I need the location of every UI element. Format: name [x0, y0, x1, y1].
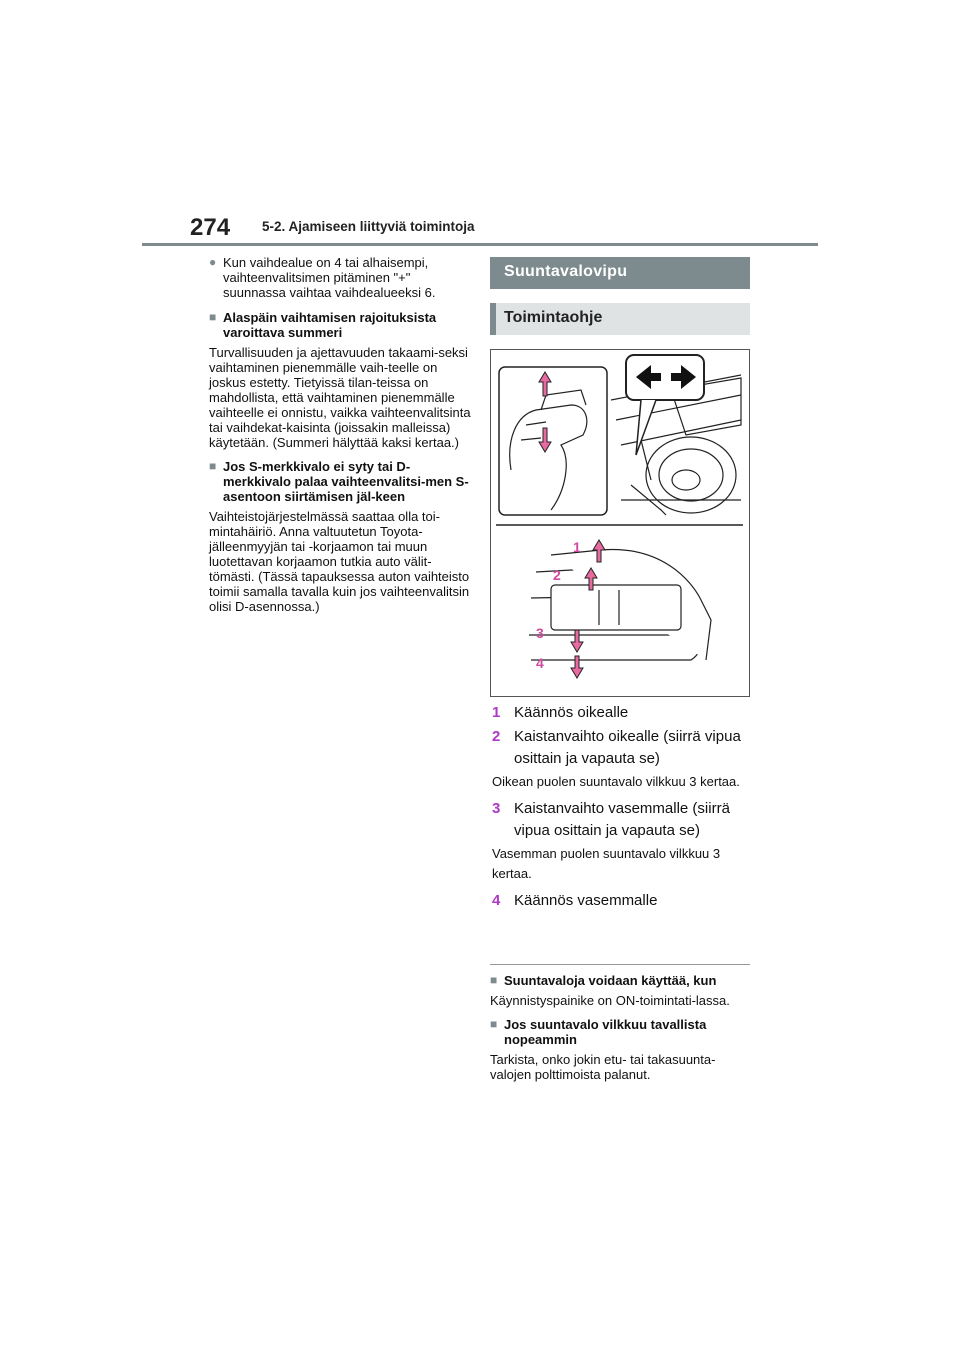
bullet-item — [209, 255, 471, 300]
step-note: Vasemman puolen suuntavalo vilkkuu 3 kertaa. — [492, 846, 721, 881]
turn-signal-lever-figure — [490, 349, 750, 697]
paragraph-s-indicator: Vaihteistojärjestelmässä saattaa olla toi-mintahäiriö. Anna valtuutetun Toyota-jälleenmyyjän tai -korjaamon tai muun luotettavan korjaamon tutkia auto välit-tömästi. (Tässä tapauksessa auton vaihteisto toimii samalla tavalla kuin jos vaihteenvalitsin olisi D-asennossa.) — [209, 509, 470, 614]
steps-list — [492, 702, 750, 914]
step-item: 3 Kaistanvaihto vasemmalle (siirrä vipua osittain ja vapauta se) — [492, 800, 730, 839]
circle-bullet-icon: ● — [209, 255, 217, 269]
notes-divider — [490, 964, 750, 965]
section-heading: Suuntavalovipu — [490, 257, 750, 289]
square-bullet-icon: ■ — [490, 1017, 498, 1031]
subheading-fast-blink: ■ Jos suuntavalo vilkkuu tavallista nopeammin — [490, 1017, 707, 1047]
square-bullet-icon: ■ — [490, 973, 498, 987]
notes-section — [490, 973, 752, 1091]
header-rule — [142, 243, 818, 246]
figure-label-2: 2 — [553, 567, 561, 583]
square-bullet-icon: ■ — [209, 310, 217, 324]
bullet-text: Kun vaihdealue on 4 tai alhaisempi, vaihteenvalitsimen pitäminen "+" suunnassa vaihtaa vaihdealueeksi 6. — [223, 255, 436, 300]
step-item: 2 Kaistanvaihto oikealle (siirrä vipua osittain ja vapauta se) — [492, 728, 741, 767]
subheading-usable-when: ■ Suuntavaloja voidaan käyttää, kun — [490, 973, 717, 988]
figure-label-1: 1 — [573, 539, 581, 555]
inset-frame — [499, 367, 607, 515]
step-note: Oikean puolen suuntavalo vilkkuu 3 kertaa. — [492, 774, 740, 789]
subsection-heading: Toimintaohje — [490, 303, 750, 335]
subheading-s-indicator: ■ Jos S-merkkivalo ei syty tai D-merkkivalo palaa vaihteenvalitsi-men S-asentoon siirtämisen jäl-keen — [209, 459, 469, 504]
lever-illustration — [491, 350, 749, 696]
square-bullet-icon: ■ — [209, 459, 217, 473]
paragraph-fast-blink: Tarkista, onko jokin etu- tai takasuunta-valojen polttimoista palanut. — [490, 1052, 716, 1082]
position-3-arrow-icon — [571, 630, 583, 652]
step-item: 4 Käännös vasemmalle — [492, 892, 658, 909]
heading-accent — [490, 303, 496, 335]
subheading-shift-buzzer: ■ Alaspäin vaihtamisen rajoituksista varoittava summeri — [209, 310, 437, 340]
left-column — [209, 255, 471, 623]
section-title: 5-2. Ajamiseen liittyviä toimintoja — [262, 219, 475, 234]
step-item: 1 Käännös oikealle — [492, 704, 629, 721]
figure-label-4: 4 — [536, 655, 544, 671]
paragraph-shift-buzzer: Turvallisuuden ja ajettavuuden takaami-seksi vaihtaminen pienemmälle vaih-teelle on joskus estetty. Tietyissä tilan-teissa on mahdollista, että vaihtaminen pienemmälle vaihteelle ei onnistu, vaikka vaihteenvalitsinta tai vaihdekat-kaisinta (joissakin malleissa) käytetään. (Summeri hälyttää kaksi kertaa.) — [209, 345, 471, 450]
figure-label-3: 3 — [536, 625, 544, 641]
page-number: 274 — [190, 214, 231, 241]
paragraph-usable-when: Käynnistyspainike on ON-toimintati-lassa. — [490, 993, 730, 1008]
